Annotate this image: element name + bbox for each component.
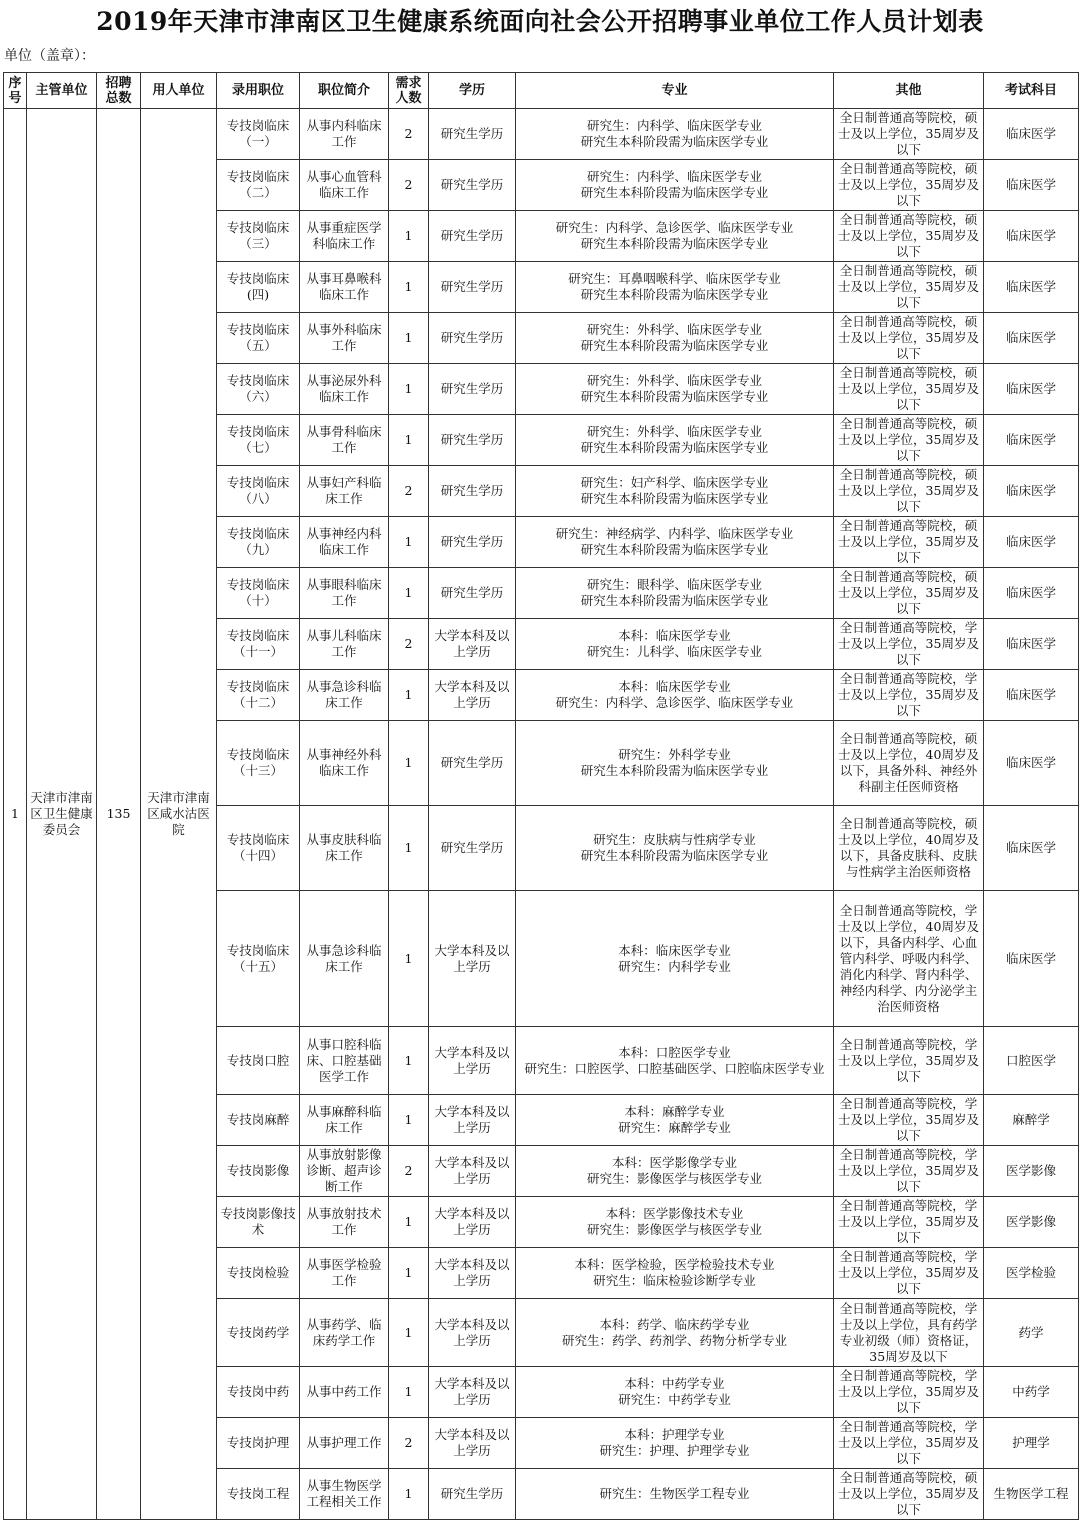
header-description: 职位简介	[300, 73, 389, 109]
description-cell: 从事药学、临床药学工作	[300, 1299, 389, 1367]
other-cell: 全日制普通高等院校，学士及以上学位，35周岁及以下	[834, 670, 984, 721]
description-cell: 从事放射技术工作	[300, 1197, 389, 1248]
position-cell: 专技岗临床（九）	[217, 517, 300, 568]
position-cell: 专技岗临床（五）	[217, 313, 300, 364]
count-cell: 1	[389, 806, 429, 891]
education-cell: 研究生学历	[429, 415, 516, 466]
major-cell: 本科：口腔医学专业 研究生：口腔医学、口腔基础医学、口腔临床医学专业	[516, 1027, 834, 1095]
count-cell: 1	[389, 1367, 429, 1418]
exam-subject-cell: 麻醉学	[984, 1095, 1079, 1146]
exam-subject-cell: 中药学	[984, 1367, 1079, 1418]
exam-subject-cell: 临床医学	[984, 313, 1079, 364]
position-cell: 专技岗临床（十四）	[217, 806, 300, 891]
exam-subject-cell: 临床医学	[984, 568, 1079, 619]
table-body	[4, 109, 1079, 1520]
other-cell: 全日制普通高等院校，硕士及以上学位，35周岁及以下	[834, 415, 984, 466]
education-cell: 研究生学历	[429, 364, 516, 415]
document-title: 2019年天津市津南区卫生健康系统面向社会公开招聘事业单位工作人员计划表	[96, 7, 984, 36]
position-cell: 专技岗药学	[217, 1299, 300, 1367]
description-cell: 从事麻醉科临床工作	[300, 1095, 389, 1146]
position-cell: 专技岗临床（十）	[217, 568, 300, 619]
other-cell: 全日制普通高等院校，硕士及以上学位，35周岁及以下	[834, 313, 984, 364]
education-cell: 大学本科及以上学历	[429, 670, 516, 721]
description-cell: 从事神经内科临床工作	[300, 517, 389, 568]
exam-subject-cell: 医学影像	[984, 1197, 1079, 1248]
other-cell: 全日制普通高等院校，硕士及以上学位，35周岁及以下	[834, 109, 984, 160]
count-cell: 1	[389, 1299, 429, 1367]
header-employer: 用人单位	[141, 73, 217, 109]
education-cell: 大学本科及以上学历	[429, 1248, 516, 1299]
education-cell: 大学本科及以上学历	[429, 1367, 516, 1418]
major-cell: 研究生：外科学、临床医学专业 研究生本科阶段需为临床医学专业	[516, 313, 834, 364]
description-cell: 从事急诊科临床工作	[300, 670, 389, 721]
major-cell: 本科：护理学专业 研究生：护理、护理学专业	[516, 1418, 834, 1469]
count-cell: 1	[389, 415, 429, 466]
position-cell: 专技岗临床（十一）	[217, 619, 300, 670]
exam-subject-cell: 临床医学	[984, 364, 1079, 415]
other-cell: 全日制普通高等院校，学士及以上学位，35周岁及以下	[834, 1418, 984, 1469]
education-cell: 研究生学历	[429, 721, 516, 806]
position-cell: 专技岗临床(四)	[217, 262, 300, 313]
other-cell: 全日制普通高等院校，学士及以上学位，35周岁及以下	[834, 1027, 984, 1095]
education-cell: 研究生学历	[429, 109, 516, 160]
count-cell: 1	[389, 1469, 429, 1520]
major-cell: 本科：医学影像技术专业 研究生：影像医学与核医学专业	[516, 1197, 834, 1248]
position-cell: 专技岗临床（三）	[217, 211, 300, 262]
major-cell: 研究生：内科学、临床医学专业 研究生本科阶段需为临床医学专业	[516, 160, 834, 211]
other-cell: 全日制普通高等院校，硕士及以上学位，35周岁及以下	[834, 160, 984, 211]
description-cell: 从事放射影像诊断、超声诊断工作	[300, 1146, 389, 1197]
major-cell: 本科：麻醉学专业 研究生：麻醉学专业	[516, 1095, 834, 1146]
education-cell: 大学本科及以上学历	[429, 1095, 516, 1146]
major-cell: 研究生：内科学、临床医学专业 研究生本科阶段需为临床医学专业	[516, 109, 834, 160]
header-education: 学历	[429, 73, 516, 109]
position-cell: 专技岗临床（一）	[217, 109, 300, 160]
exam-subject-cell: 临床医学	[984, 160, 1079, 211]
exam-subject-cell: 临床医学	[984, 109, 1079, 160]
description-cell: 从事心血管科临床工作	[300, 160, 389, 211]
count-cell: 1	[389, 364, 429, 415]
description-cell: 从事泌尿外科临床工作	[300, 364, 389, 415]
other-cell: 全日制普通高等院校，硕士及以上学位，35周岁及以下	[834, 568, 984, 619]
education-cell: 研究生学历	[429, 806, 516, 891]
other-cell: 全日制普通高等院校，硕士及以上学位，35周岁及以下	[834, 211, 984, 262]
education-cell: 大学本科及以上学历	[429, 1146, 516, 1197]
exam-subject-cell: 医学检验	[984, 1248, 1079, 1299]
other-cell: 全日制普通高等院校，硕士及以上学位，40周岁及以下，具备外科、神经外科副主任医师资格	[834, 721, 984, 806]
major-cell: 研究生：外科学、临床医学专业 研究生本科阶段需为临床医学专业	[516, 415, 834, 466]
major-cell: 研究生：妇产科学、临床医学专业 研究生本科阶段需为临床医学专业	[516, 466, 834, 517]
count-cell: 1	[389, 568, 429, 619]
major-cell: 研究生：耳鼻咽喉科学、临床医学专业 研究生本科阶段需为临床医学专业	[516, 262, 834, 313]
major-cell: 研究生：生物医学工程专业	[516, 1469, 834, 1520]
other-cell: 全日制普通高等院校，硕士及以上学位，35周岁及以下	[834, 466, 984, 517]
description-cell: 从事耳鼻喉科临床工作	[300, 262, 389, 313]
other-cell: 全日制普通高等院校，学士及以上学位，具有药学专业初级（师）资格证，35周岁及以下	[834, 1299, 984, 1367]
count-cell: 2	[389, 160, 429, 211]
description-cell: 从事口腔科临床、口腔基础医学工作	[300, 1027, 389, 1095]
count-cell: 1	[389, 891, 429, 1027]
position-cell: 专技岗临床（六）	[217, 364, 300, 415]
description-cell: 从事皮肤科临床工作	[300, 806, 389, 891]
other-cell: 全日制普通高等院校，学士及以上学位，35周岁及以下	[834, 1367, 984, 1418]
education-cell: 研究生学历	[429, 517, 516, 568]
exam-subject-cell: 临床医学	[984, 517, 1079, 568]
description-cell: 从事医学检验工作	[300, 1248, 389, 1299]
count-cell: 1	[389, 1095, 429, 1146]
header-major: 专业	[516, 73, 834, 109]
education-cell: 大学本科及以上学历	[429, 1418, 516, 1469]
major-cell: 研究生：眼科学、临床医学专业 研究生本科阶段需为临床医学专业	[516, 568, 834, 619]
position-cell: 专技岗临床（十二）	[217, 670, 300, 721]
education-cell: 大学本科及以上学历	[429, 1299, 516, 1367]
other-cell: 全日制普通高等院校，学士及以上学位，35周岁及以下	[834, 1197, 984, 1248]
position-cell: 专技岗临床（十五）	[217, 891, 300, 1027]
position-cell: 专技岗临床（十三）	[217, 721, 300, 806]
count-cell: 1	[389, 670, 429, 721]
other-cell: 全日制普通高等院校，硕士及以上学位，35周岁及以下	[834, 262, 984, 313]
description-cell: 从事内科临床工作	[300, 109, 389, 160]
count-cell: 2	[389, 1418, 429, 1469]
education-cell: 大学本科及以上学历	[429, 891, 516, 1027]
header-position: 录用职位	[217, 73, 300, 109]
major-cell: 本科：医学影像学专业 研究生：影像医学与核医学专业	[516, 1146, 834, 1197]
header-authority: 主管单位	[27, 73, 97, 109]
major-cell: 研究生：皮肤病与性病学专业 研究生本科阶段需为临床医学专业	[516, 806, 834, 891]
other-cell: 全日制普通高等院校，学士及以上学位，40周岁及以下，具备内科学、心血管内科学、呼吸内科学、消化内科学、肾内科学、神经内科学、内分泌学主治医师资格	[834, 891, 984, 1027]
education-cell: 研究生学历	[429, 313, 516, 364]
other-cell: 全日制普通高等院校，学士及以上学位，35周岁及以下	[834, 619, 984, 670]
count-cell: 2	[389, 619, 429, 670]
count-cell: 1	[389, 1248, 429, 1299]
position-cell: 专技岗麻醉	[217, 1095, 300, 1146]
description-cell: 从事急诊科临床工作	[300, 891, 389, 1027]
major-cell: 本科：临床医学专业 研究生：内科学专业	[516, 891, 834, 1027]
description-cell: 从事骨科临床工作	[300, 415, 389, 466]
exam-subject-cell: 临床医学	[984, 670, 1079, 721]
other-cell: 全日制普通高等院校，学士及以上学位，35周岁及以下	[834, 1146, 984, 1197]
table-header-row	[4, 73, 1079, 109]
header-seq: 序 号	[4, 73, 27, 109]
description-cell: 从事神经外科临床工作	[300, 721, 389, 806]
recruitment-plan-table	[3, 72, 1079, 1520]
other-cell: 全日制普通高等院校，学士及以上学位，35周岁及以下	[834, 1095, 984, 1146]
header-other: 其他	[834, 73, 984, 109]
description-cell: 从事护理工作	[300, 1418, 389, 1469]
header-total: 招聘 总数	[97, 73, 141, 109]
position-cell: 专技岗临床（八）	[217, 466, 300, 517]
major-cell: 本科：中药学专业 研究生：中药学专业	[516, 1367, 834, 1418]
count-cell: 1	[389, 313, 429, 364]
position-cell: 专技岗口腔	[217, 1027, 300, 1095]
exam-subject-cell: 临床医学	[984, 619, 1079, 670]
description-cell: 从事外科临床工作	[300, 313, 389, 364]
exam-subject-cell: 临床医学	[984, 262, 1079, 313]
exam-subject-cell: 护理学	[984, 1418, 1079, 1469]
count-cell: 1	[389, 721, 429, 806]
major-cell: 研究生：外科学专业 研究生本科阶段需为临床医学专业	[516, 721, 834, 806]
exam-subject-cell: 临床医学	[984, 806, 1079, 891]
education-cell: 大学本科及以上学历	[429, 619, 516, 670]
exam-subject-cell: 药学	[984, 1299, 1079, 1367]
education-cell: 大学本科及以上学历	[429, 1027, 516, 1095]
count-cell: 1	[389, 211, 429, 262]
position-cell: 专技岗影像	[217, 1146, 300, 1197]
description-cell: 从事生物医学工程相关工作	[300, 1469, 389, 1520]
header-count: 需求 人数	[389, 73, 429, 109]
table-row	[4, 109, 1079, 160]
description-cell: 从事重症医学科临床工作	[300, 211, 389, 262]
seq-cell: 1	[4, 109, 27, 1520]
description-cell: 从事儿科临床工作	[300, 619, 389, 670]
count-cell: 2	[389, 1146, 429, 1197]
description-cell: 从事眼科临床工作	[300, 568, 389, 619]
major-cell: 本科：医学检验，医学检验技术专业 研究生：临床检验诊断学专业	[516, 1248, 834, 1299]
major-cell: 研究生：内科学、急诊医学、临床医学专业 研究生本科阶段需为临床医学专业	[516, 211, 834, 262]
authority-cell: 天津市津南区卫生健康委员会	[27, 109, 97, 1520]
count-cell: 2	[389, 109, 429, 160]
exam-subject-cell: 临床医学	[984, 415, 1079, 466]
major-cell: 研究生：神经病学、内科学、临床医学专业 研究生本科阶段需为临床医学专业	[516, 517, 834, 568]
position-cell: 专技岗中药	[217, 1367, 300, 1418]
exam-subject-cell: 临床医学	[984, 721, 1079, 806]
major-cell: 本科：药学、临床药学专业 研究生：药学、药剂学、药物分析学专业	[516, 1299, 834, 1367]
count-cell: 1	[389, 1197, 429, 1248]
exam-subject-cell: 口腔医学	[984, 1027, 1079, 1095]
exam-subject-cell: 临床医学	[984, 211, 1079, 262]
major-cell: 本科：临床医学专业 研究生：儿科学、临床医学专业	[516, 619, 834, 670]
total-cell: 135	[97, 109, 141, 1520]
position-cell: 专技岗影像技术	[217, 1197, 300, 1248]
unit-stamp-label: 单位（盖章）：	[4, 48, 95, 64]
major-cell: 本科：临床医学专业 研究生：内科学、急诊医学、临床医学专业	[516, 670, 834, 721]
exam-subject-cell: 临床医学	[984, 891, 1079, 1027]
count-cell: 2	[389, 466, 429, 517]
position-cell: 专技岗检验	[217, 1248, 300, 1299]
position-cell: 专技岗临床（二）	[217, 160, 300, 211]
education-cell: 研究生学历	[429, 1469, 516, 1520]
other-cell: 全日制普通高等院校，硕士及以上学位，40周岁及以下，具备皮肤科、皮肤与性病学主治医师资格	[834, 806, 984, 891]
education-cell: 研究生学历	[429, 160, 516, 211]
education-cell: 研究生学历	[429, 466, 516, 517]
major-cell: 研究生：外科学、临床医学专业 研究生本科阶段需为临床医学专业	[516, 364, 834, 415]
exam-subject-cell: 临床医学	[984, 466, 1079, 517]
count-cell: 1	[389, 1027, 429, 1095]
education-cell: 研究生学历	[429, 211, 516, 262]
count-cell: 1	[389, 517, 429, 568]
other-cell: 全日制普通高等院校，硕士及以上学位，35周岁及以下	[834, 1469, 984, 1520]
count-cell: 1	[389, 262, 429, 313]
description-cell: 从事中药工作	[300, 1367, 389, 1418]
exam-subject-cell: 生物医学工程	[984, 1469, 1079, 1520]
position-cell: 专技岗工程	[217, 1469, 300, 1520]
description-cell: 从事妇产科临床工作	[300, 466, 389, 517]
education-cell: 大学本科及以上学历	[429, 1197, 516, 1248]
header-exam-subject: 考试科目	[984, 73, 1079, 109]
position-cell: 专技岗护理	[217, 1418, 300, 1469]
education-cell: 研究生学历	[429, 262, 516, 313]
education-cell: 研究生学历	[429, 568, 516, 619]
position-cell: 专技岗临床（七）	[217, 415, 300, 466]
other-cell: 全日制普通高等院校，学士及以上学位，35周岁及以下	[834, 1248, 984, 1299]
employer-cell: 天津市津南区咸水沽医院	[141, 109, 217, 1520]
other-cell: 全日制普通高等院校，硕士及以上学位，35周岁及以下	[834, 517, 984, 568]
exam-subject-cell: 医学影像	[984, 1146, 1079, 1197]
other-cell: 全日制普通高等院校，硕士及以上学位，35周岁及以下	[834, 364, 984, 415]
